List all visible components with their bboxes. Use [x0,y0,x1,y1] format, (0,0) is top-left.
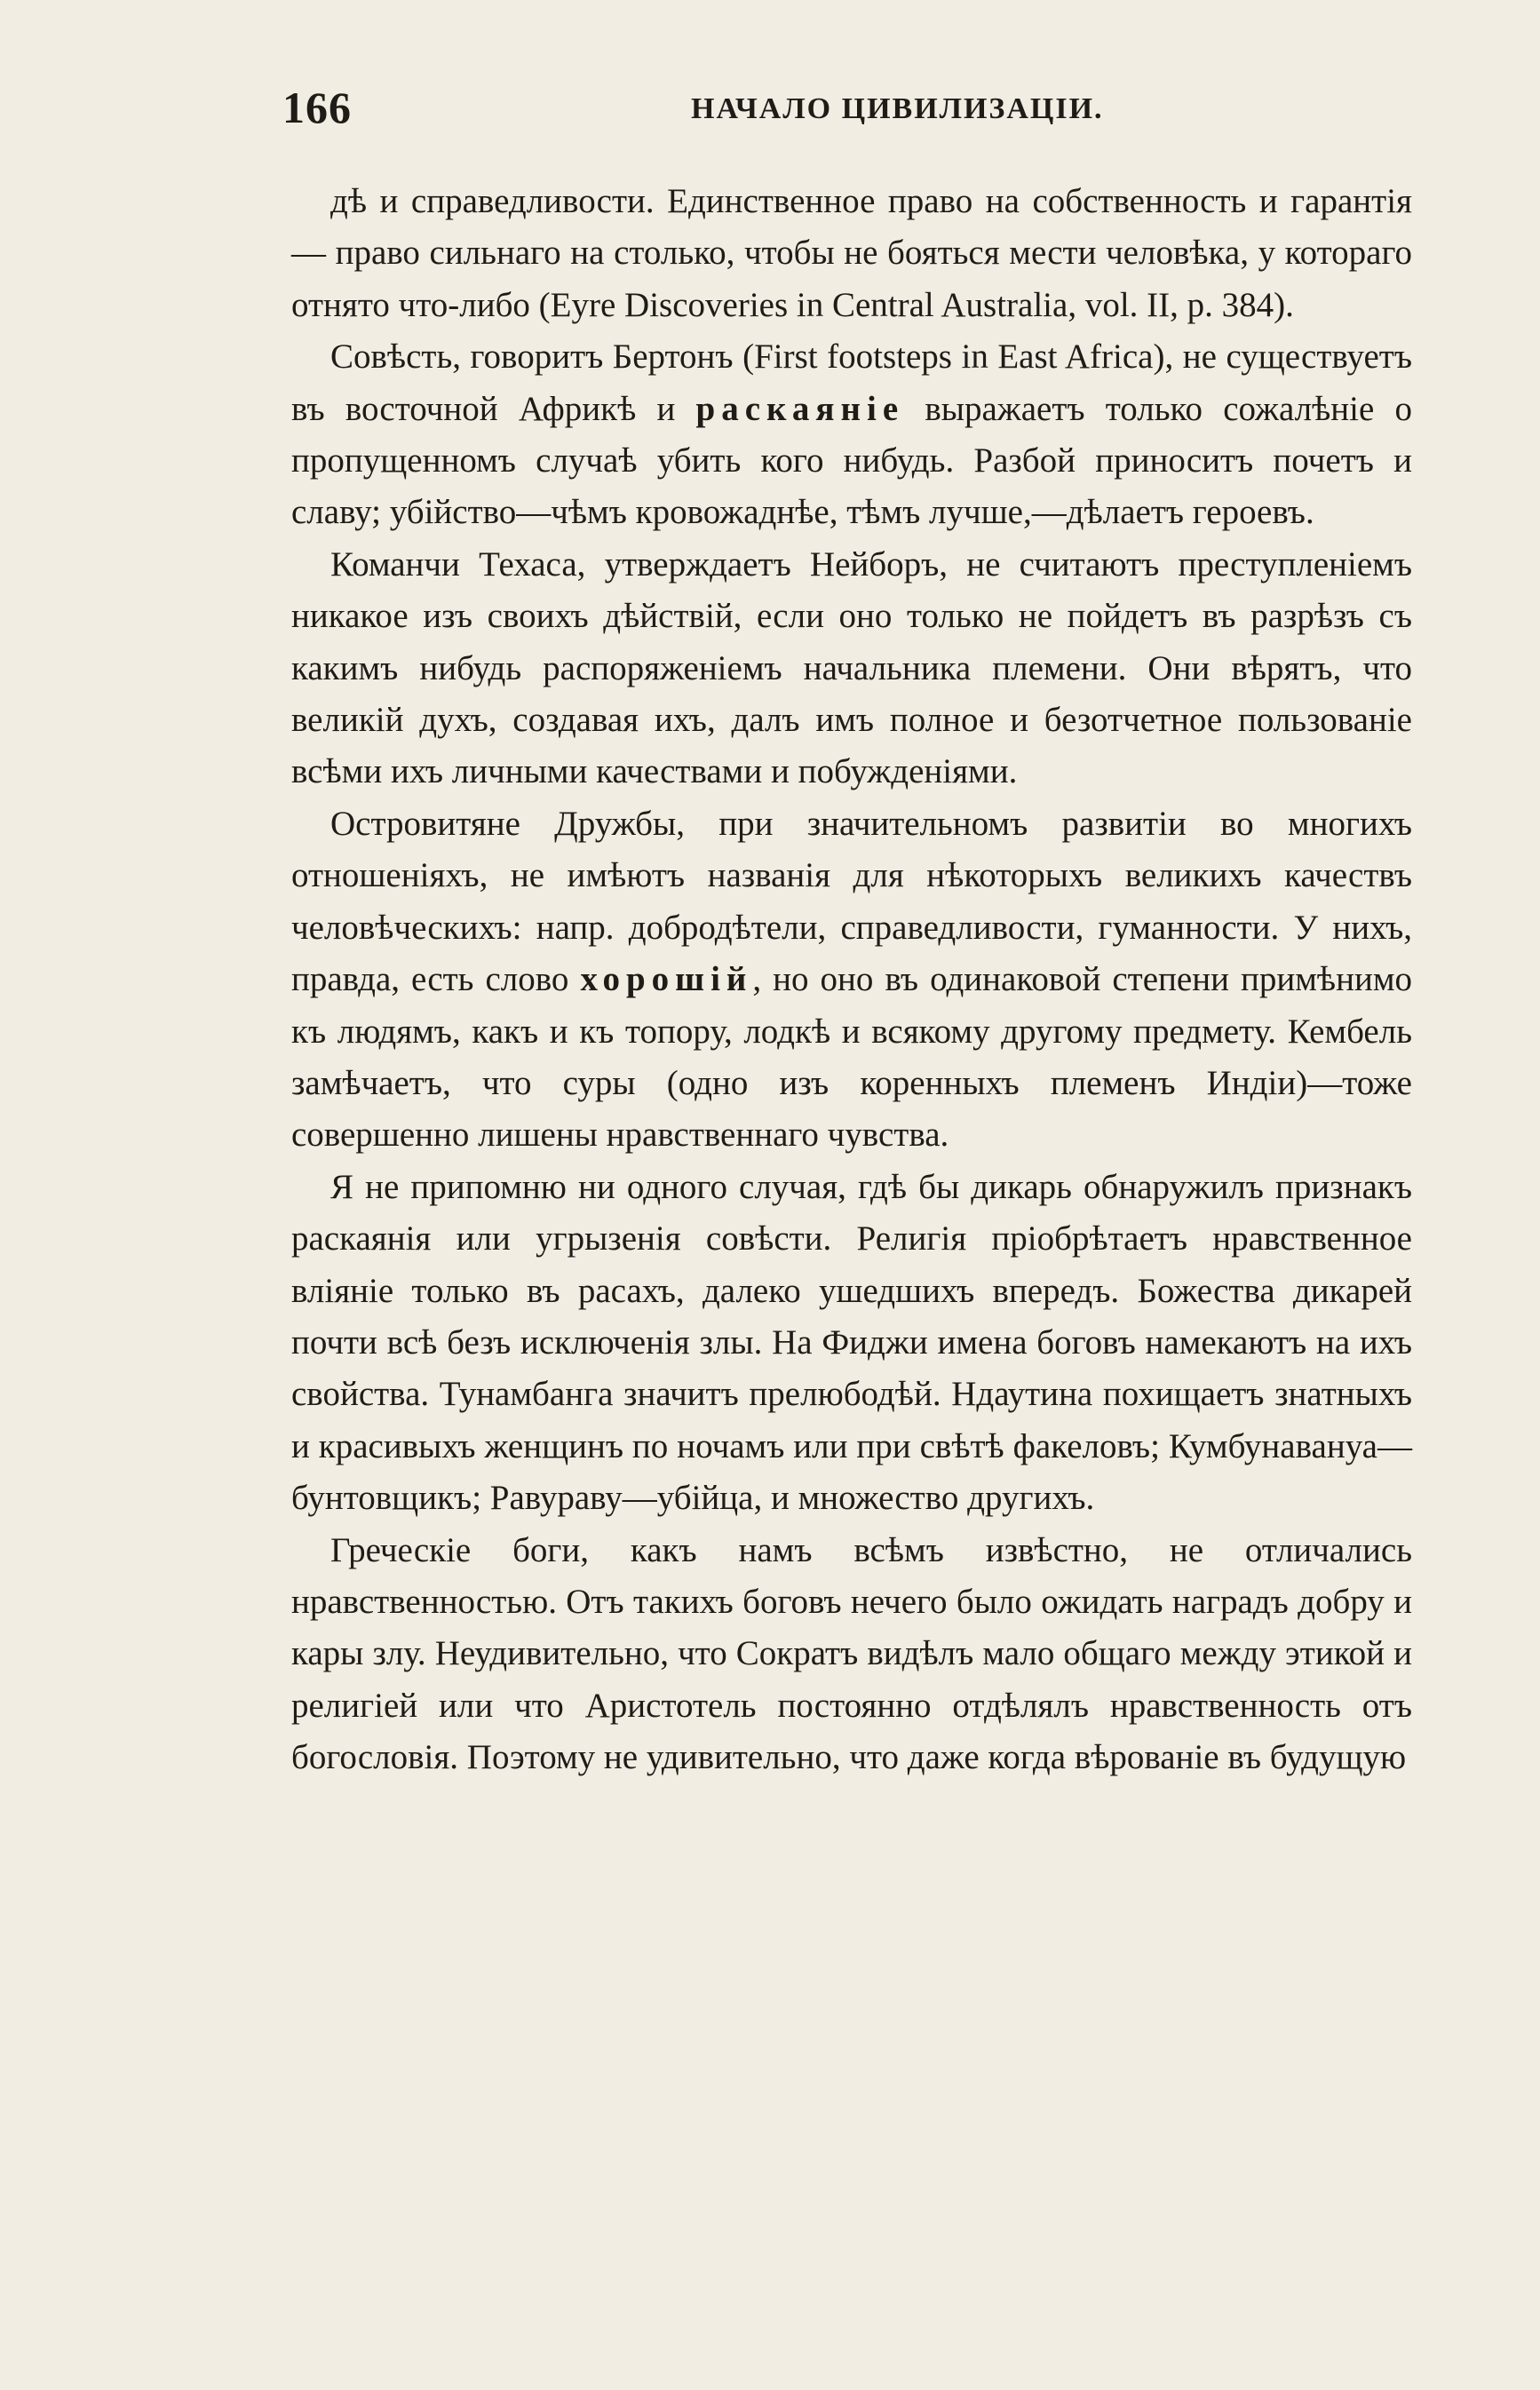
text-run: Совѣсть, говоритъ Бертонъ (First footsteps in East Africa), не существуетъ въ восточной Африкѣ и [291,337,1412,428]
emphasized-word: хорошій [580,960,753,999]
text-run: , но оно въ одинаковой степени примѣнимо къ людямъ, какъ и къ топору, лодкѣ и всякому другому предмету. Кембель замѣчаетъ, что суры (одно изъ коренныхъ племенъ Индіи)—тоже совершенно лишены нравственнаго чувства. [291,960,1413,1155]
text-run: выражаетъ только сожалѣніе о пропущенномъ случаѣ убить кого нибудь. Разбой приноситъ почетъ и славу; убійство—чѣмъ кровожаднѣе, тѣмъ лучше,—дѣлаетъ героевъ. [291,389,1412,532]
text-run: дѣ и справедливости. Единственное право на собственность и гарантія — право сильнаго на столько, чтобы не бояться мести человѣка, у котораго отнято что-либо (Eyre Discoveries in Central Australia, vol. II, p. 384). [291,182,1412,324]
text-run: Греческіе боги, какъ намъ всѣмъ извѣстно, не отличались нравственностью. Отъ такихъ боговъ нечего было ожидать наградъ добру и кары злу. Неудивительно, что Сократъ видѣлъ мало общаго между этикой и религіей или что Аристотель постоянно отдѣлялъ нравственность отъ богословія. Поэтому не удивительно, что даже когда вѣрованіе въ будущую [291,1530,1412,1777]
paragraph [291,331,1412,539]
paragraph [291,176,1412,331]
paragraph [291,539,1412,798]
page-number: 166 [282,83,352,132]
text-run: Я не припомню ни одного случая, гдѣ бы дикарь обнаружилъ признакъ раскаянія или угрызенія совѣсти. Религія пріобрѣтаетъ нравственное вліяніе только въ расахъ, далеко ушедшихъ впередъ. Божества дикарей почти всѣ безъ исключенія злы. На Фиджи имена боговъ намекаютъ на ихъ свойства. Тунамбанга значитъ прелюбодѣй. Ндаутина похищаетъ знатныхъ и красивыхъ женщинъ по ночамъ или при свѣтѣ факеловъ; Кумбунавануа—бунтовщикъ; Равураву—убійца, и множество другихъ. [291,1167,1412,1518]
paragraph [291,1525,1412,1784]
body-text [291,176,1412,1784]
paragraph [291,1162,1412,1525]
text-run: Островитяне Дружбы, при значительномъ развитіи во многихъ отношеніяхъ, не имѣютъ названія для нѣкоторыхъ великихъ качествъ человѣческихъ: напр. добродѣтели, справедливости, гуманности. У нихъ, правда, есть слово [291,804,1412,999]
page-header [282,82,1409,135]
text-run: Команчи Техаса, утверждаетъ Нейборъ, не считаютъ преступленіемъ никакое изъ своихъ дѣйствій, если оно только не пойдетъ въ разрѣзъ съ какимъ нибудь распоряженіемъ начальника племени. Они вѣрятъ, что великій духъ, создавая ихъ, далъ имъ полное и безотчетное пользованіе всѣми ихъ личными качествами и побужденіями. [291,544,1412,791]
emphasized-word: раскаяніе [695,389,905,428]
running-title: НАЧАЛО ЦИВИЛИЗАЦІИ. [691,92,1104,125]
paragraph [291,798,1412,1162]
